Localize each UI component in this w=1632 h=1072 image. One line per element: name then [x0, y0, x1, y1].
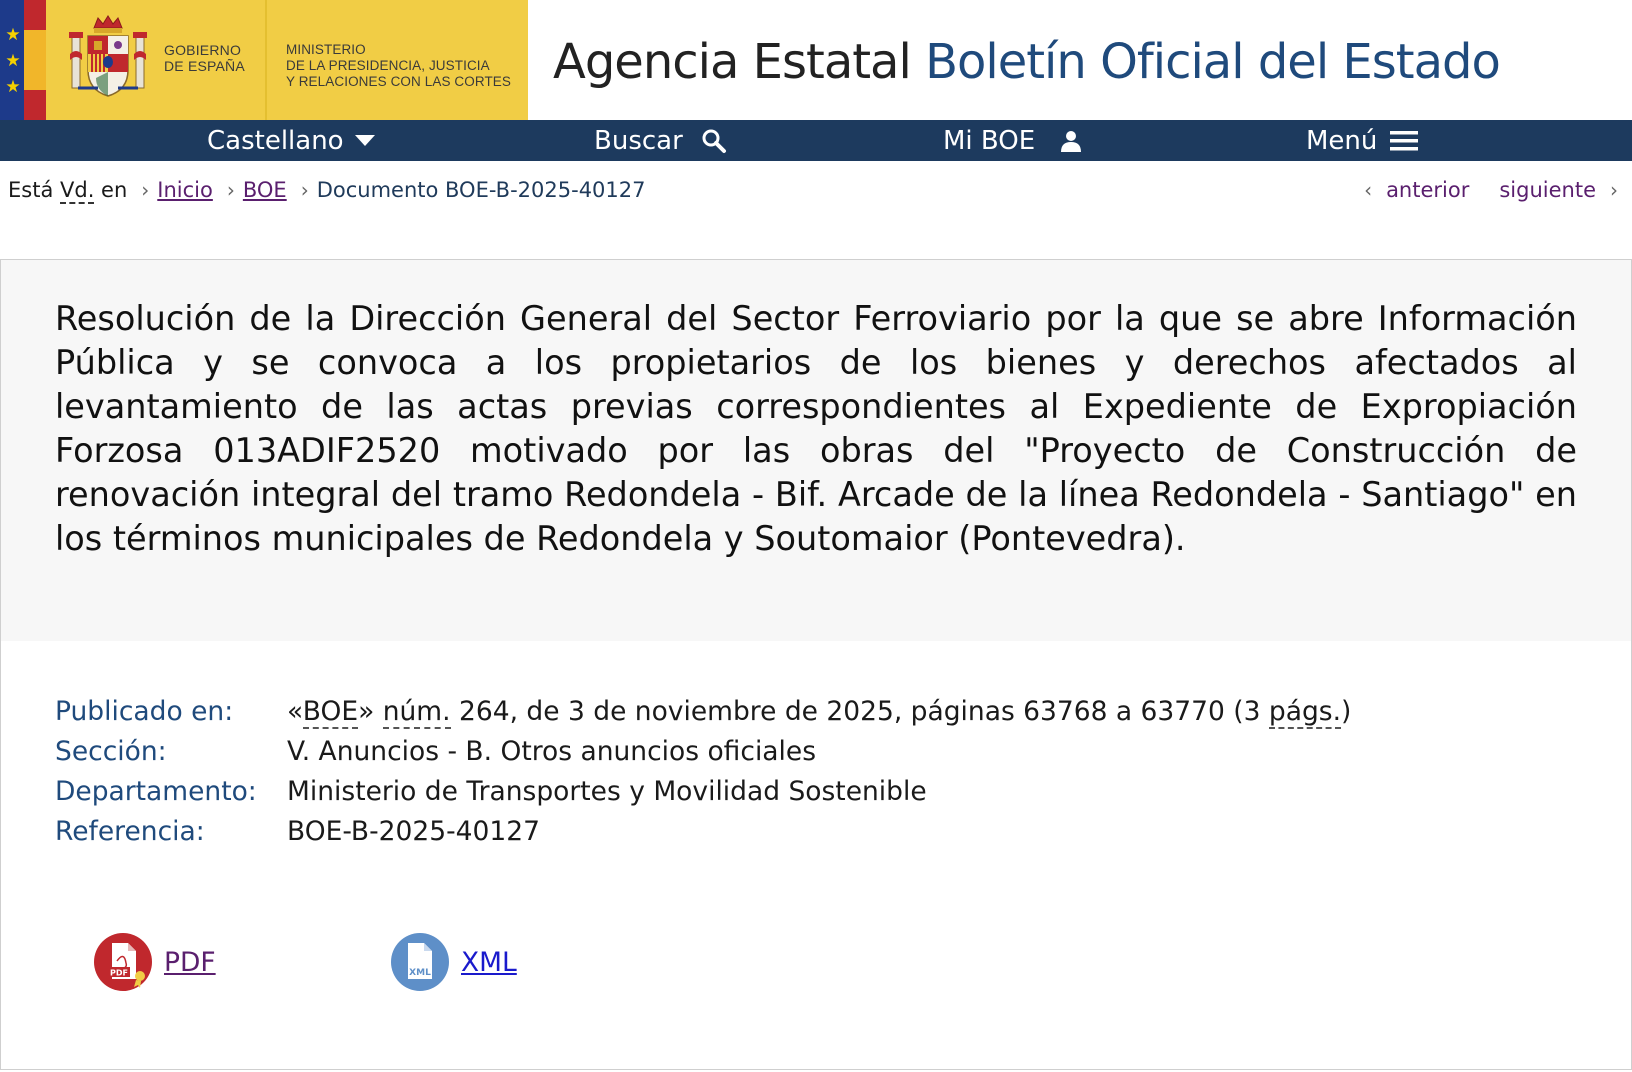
hamburger-icon	[1389, 129, 1419, 153]
chevron-right-icon: ›	[300, 178, 309, 202]
published-label: Publicado en:	[55, 695, 234, 727]
government-banner[interactable]	[0, 0, 528, 120]
spain-flag-strip	[24, 0, 46, 120]
search-icon	[701, 128, 727, 154]
previous-link[interactable]: anterior	[1386, 178, 1470, 202]
section-label: Sección:	[55, 735, 167, 767]
agency-title-part1: Agencia Estatal	[553, 34, 926, 90]
language-label: Castellano	[207, 125, 344, 156]
xml-file-icon	[391, 933, 449, 991]
chevron-right-icon: ›	[141, 178, 150, 202]
xml-download-link[interactable]	[391, 932, 517, 992]
coat-of-arms-icon	[66, 14, 150, 102]
department-value: Ministerio de Transportes y Movilidad Sostenible	[287, 775, 927, 807]
xml-label: XML	[461, 946, 517, 978]
government-label: GOBIERNO DE ESPAÑA	[164, 42, 245, 74]
language-selector[interactable]	[207, 120, 376, 161]
pags-abbr: págs.	[1268, 695, 1342, 727]
svg-text:PDF: PDF	[110, 968, 128, 978]
section-value: V. Anuncios - B. Otros anuncios oficiales	[287, 735, 817, 767]
svg-text:XML: XML	[409, 968, 431, 978]
boe-abbr: BOE	[302, 695, 359, 727]
reference-label: Referencia:	[55, 815, 205, 847]
breadcrumb-boe-link[interactable]: BOE	[242, 178, 287, 202]
document-pagination	[1364, 174, 1618, 206]
breadcrumb-home-link[interactable]: Inicio	[157, 178, 213, 202]
my-boe-button[interactable]	[943, 120, 1083, 161]
agency-title-part2: Boletín Oficial del Estado	[925, 34, 1500, 90]
breadcrumb-current: Documento BOE-B-2025-40127	[316, 178, 646, 202]
eu-flag-strip	[0, 0, 24, 120]
breadcrumb-prefix: Está Vd. en	[8, 178, 128, 202]
search-label: Buscar	[594, 125, 683, 156]
published-value: «BOE» núm. 264, de 3 de noviembre de 2025, páginas 63768 a 63770 (3 págs.)	[287, 695, 1352, 727]
reference-value: BOE-B-2025-40127	[287, 815, 540, 847]
num-abbr: núm.	[382, 695, 451, 727]
breadcrumb-abbr: Vd.	[60, 178, 95, 202]
department-label: Departamento:	[55, 775, 257, 807]
chevron-right-icon: ›	[1610, 178, 1618, 202]
banner-divider	[265, 0, 267, 120]
menu-button[interactable]	[1306, 120, 1419, 161]
site-header	[0, 0, 1632, 120]
chevron-left-icon: ‹	[1364, 178, 1373, 202]
reference-row	[55, 811, 540, 851]
ministry-label: MINISTERIO DE LA PRESIDENCIA, JUSTICIA Y RELACIONES CON LAS CORTES	[286, 42, 512, 89]
pdf-download-link[interactable]	[94, 932, 216, 992]
agency-title[interactable]	[553, 34, 1500, 90]
user-icon	[1059, 129, 1083, 153]
document-title-panel	[0, 259, 1632, 643]
document-title: Resolución de la Dirección General del Sector Ferroviario por la que se abre Información Pública y se convoca a los propietarios de los bienes y derechos afectados al levantamiento de las actas previas correspondientes al Expediente de Expropiación Forzosa 013ADIF2520 motivado por las obras del "Proyecto de Construcción de renovación integral del tramo Redondela - Bif. Arcade de la línea Redondela - Santiago" en los términos municipales de Redondela y Soutomaior (Pontevedra).	[55, 299, 1577, 558]
chevron-right-icon: ›	[226, 178, 235, 202]
pdf-file-icon	[94, 933, 152, 991]
published-row	[55, 691, 1351, 731]
pdf-label: PDF	[164, 946, 216, 978]
next-link[interactable]: siguiente	[1499, 178, 1596, 202]
eu-stars-icon: ★ ★ ★	[5, 25, 21, 97]
section-row	[55, 731, 816, 771]
menu-label: Menú	[1306, 125, 1378, 156]
document-metadata-panel	[0, 641, 1632, 1070]
breadcrumb	[8, 174, 646, 206]
chevron-down-icon	[354, 134, 376, 148]
my-boe-label: Mi BOE	[943, 125, 1036, 156]
search-button[interactable]	[594, 120, 727, 161]
department-row	[55, 771, 927, 811]
main-nav	[0, 120, 1632, 161]
